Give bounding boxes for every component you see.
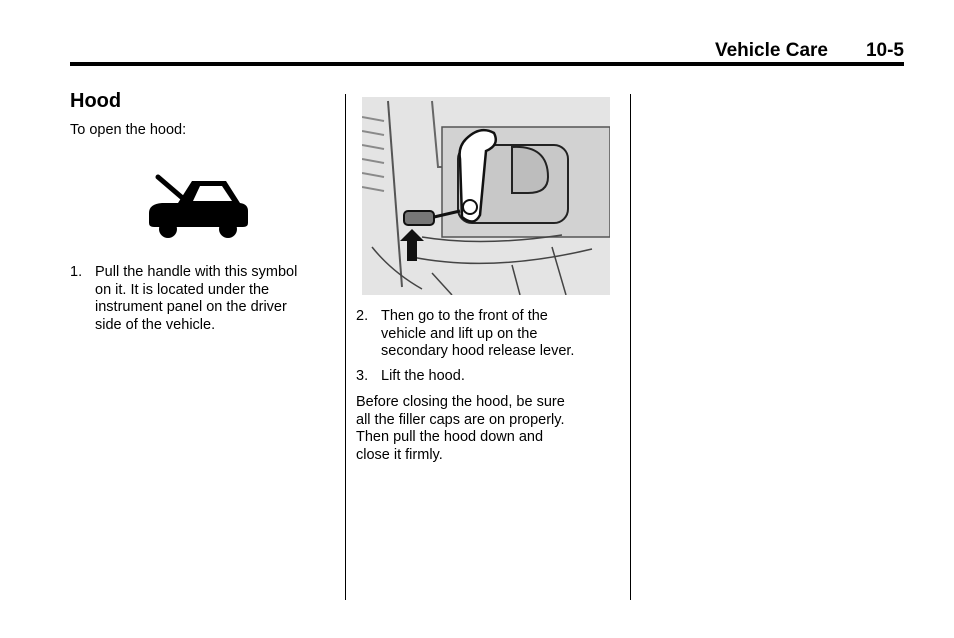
step-1-line: side of the vehicle. [95, 316, 216, 333]
closing-paragraph [356, 394, 626, 464]
step-2-line: Then go to the front of the [381, 308, 548, 324]
step-3-line: Lift the hood. [381, 368, 465, 384]
step-1-line: Pull the handle with this symbol [95, 264, 298, 280]
step-3 [356, 368, 626, 386]
closing-line: Then pull the hood down and [356, 429, 544, 445]
column-divider-left [345, 94, 346, 600]
step-2-line: vehicle and lift up on the [381, 325, 538, 342]
page-header [70, 38, 904, 60]
section-title: Vehicle Care [714, 40, 828, 61]
secondary-hood-release-lever-illustration [362, 97, 610, 295]
step-3-text [381, 368, 465, 386]
step-1-line: instrument panel on the driver [95, 299, 287, 315]
step-1 [70, 264, 340, 336]
step-1-number: 1. [70, 264, 83, 280]
intro-text: To open the hood: [70, 122, 187, 138]
page-number: 10-5 [865, 40, 904, 61]
step-1-line: on it. It is located under the [95, 281, 270, 298]
hood-release-symbol-icon [148, 173, 250, 239]
closing-line: Before closing the hood, be sure [356, 394, 565, 410]
step-2-text [381, 308, 574, 361]
step-2-number: 2. [356, 308, 369, 324]
section-heading: Hood [70, 90, 122, 112]
step-2-line: secondary hood release lever. [381, 343, 575, 359]
step-3-number: 3. [356, 368, 369, 384]
header-rule [70, 62, 904, 66]
closing-line: close it firmly. [356, 446, 443, 463]
step-2 [356, 308, 626, 362]
step-1-text [95, 264, 297, 334]
column-divider-right [630, 94, 631, 600]
closing-line: all the filler caps are on properly. [356, 411, 565, 428]
